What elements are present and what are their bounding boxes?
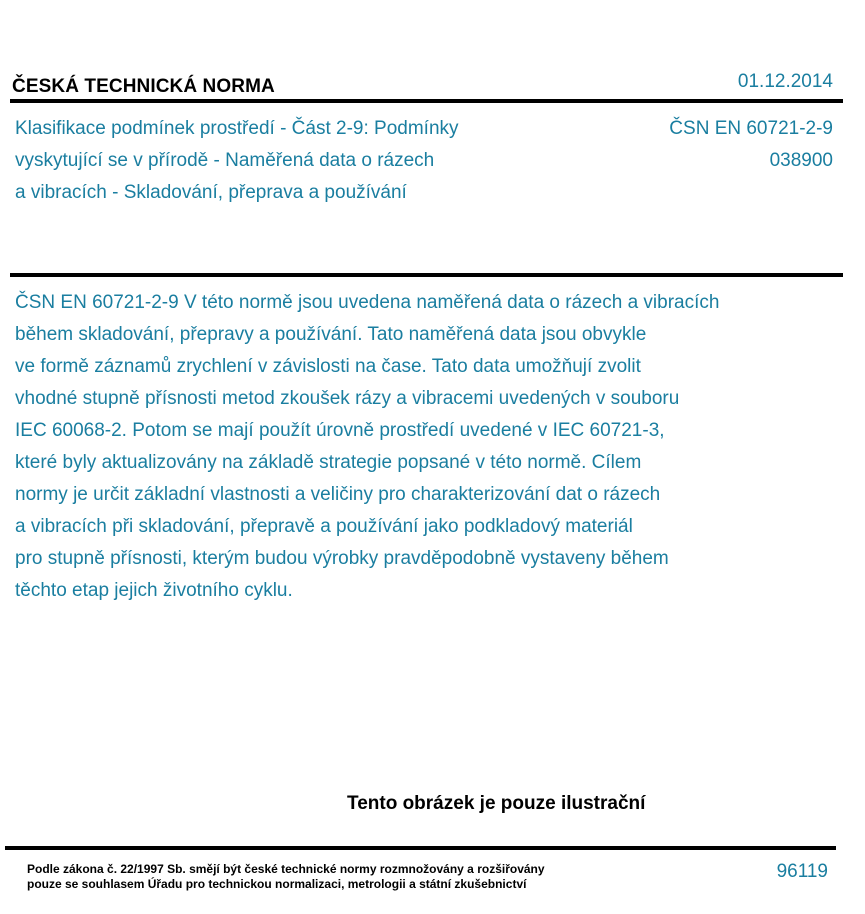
- title-divider: [10, 273, 843, 277]
- classification-code: 038900: [769, 150, 833, 171]
- abstract-line: ČSN EN 60721-2-9 V této normě jsou uvedena naměřená data o rázech a vibracích: [15, 292, 720, 313]
- abstract-line: a vibracích při skladování, přepravě a používání jako podkladový materiál: [15, 516, 633, 537]
- title-line-3: a vibracích - Skladování, přeprava a používání: [15, 182, 407, 203]
- abstract-line: IEC 60068-2. Potom se mají použít úrovně prostředí uvedené v IEC 60721-3,: [15, 420, 665, 441]
- catalog-number: 96119: [776, 861, 828, 882]
- document-type-heading: ČESKÁ TECHNICKÁ NORMA: [12, 76, 275, 97]
- publication-date: 01.12.2014: [737, 71, 833, 92]
- illustrative-notice: Tento obrázek je pouze ilustrační: [347, 793, 646, 814]
- abstract-line: během skladování, přepravy a používání. Tato naměřená data jsou obvykle: [15, 324, 647, 345]
- title-line-1: Klasifikace podmínek prostředí - Část 2-9: Podmínky: [15, 118, 459, 139]
- abstract-line: normy je určit základní vlastnosti a veličiny pro charakterizování dat o rázech: [15, 484, 661, 505]
- legal-notice-line-1: Podle zákona č. 22/1997 Sb. smějí být české technické normy rozmnožovány a rozšiřovány: [27, 862, 545, 876]
- abstract-line: ve formě záznamů zrychlení v závislosti na čase. Tato data umožňují zvolit: [15, 356, 641, 377]
- abstract-line: pro stupně přísnosti, kterým budou výrobky pravděpodobně vystaveny během: [15, 548, 669, 569]
- abstract-line: které byly aktualizovány na základě strategie popsané v této normě. Cílem: [15, 452, 642, 473]
- standard-number: ČSN EN 60721-2-9: [669, 118, 833, 139]
- title-line-2: vyskytující se v přírodě - Naměřená data o rázech: [15, 150, 435, 171]
- footer-divider: [5, 846, 836, 850]
- header-divider: [10, 99, 843, 103]
- abstract-line: těchto etap jejich životního cyklu.: [15, 580, 293, 601]
- abstract-line: vhodné stupně přísnosti metod zkoušek rázy a vibracemi uvedených v souboru: [15, 388, 680, 409]
- legal-notice-line-2: pouze se souhlasem Úřadu pro technickou normalizaci, metrologii a státní zkušebnictví: [27, 877, 527, 891]
